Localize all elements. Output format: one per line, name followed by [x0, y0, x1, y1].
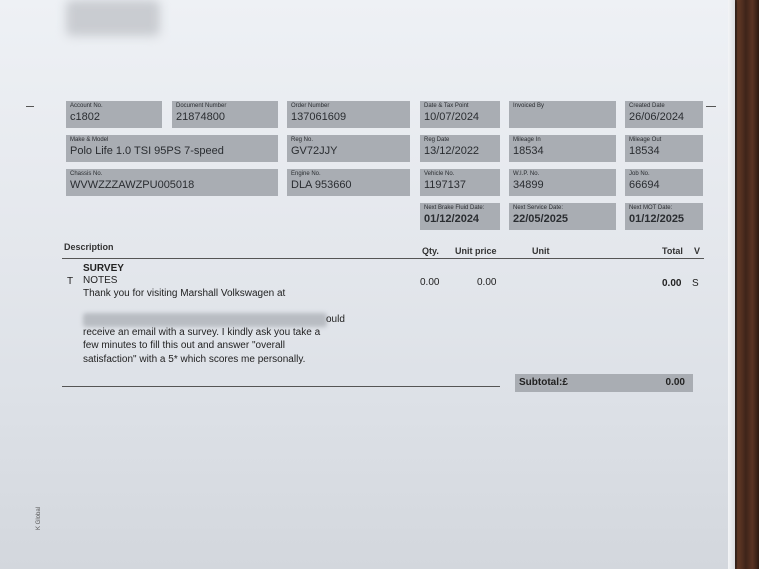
wooden-background	[737, 0, 759, 569]
items-bottom-rule	[62, 386, 500, 387]
field-label: Next MOT Date:	[629, 205, 673, 211]
field-value: 18534	[513, 145, 544, 157]
subtotal-label: Subtotal:£	[519, 377, 568, 388]
date-tax-point-field	[420, 101, 500, 128]
field-label: Mileage Out	[629, 137, 662, 143]
field-label: Make & Model	[70, 137, 109, 143]
field-label: Account No.	[70, 103, 103, 109]
field-value: 26/06/2024	[629, 111, 685, 123]
field-label: Chassis No.	[70, 171, 103, 177]
field-value: 13/12/2022	[424, 145, 480, 157]
field-value: DLA 953660	[291, 179, 352, 191]
line-subtitle: NOTES	[83, 275, 118, 286]
field-label: Job No.	[629, 171, 650, 177]
note-line: few minutes to fill this out and answer "overall	[83, 340, 285, 351]
field-label: Order Number	[291, 103, 330, 109]
field-value: 18534	[629, 145, 660, 157]
field-value: 1197137	[424, 179, 467, 191]
chassis-number-field	[66, 169, 278, 196]
note-line: Thank you for visiting Marshall Volkswagen at	[83, 288, 286, 299]
column-header-v: V	[694, 246, 701, 256]
line-qty: 0.00	[420, 277, 440, 288]
redacted-logo	[66, 0, 160, 36]
field-value: 01/12/2024	[424, 213, 480, 225]
field-label: Next Brake Fluid Date:	[424, 205, 485, 211]
field-label: Invoiced By	[513, 103, 545, 109]
side-footer-text: K Global	[36, 506, 42, 530]
next-service-date-field	[509, 203, 616, 230]
line-title: SURVEY	[83, 263, 124, 274]
job-number-field	[625, 169, 703, 196]
field-value: c1802	[70, 111, 100, 123]
next-mot-date-field	[625, 203, 703, 230]
field-label: Vehicle No.	[424, 171, 455, 177]
reg-number-field	[287, 135, 410, 162]
line-unit-price: 0.00	[477, 277, 497, 288]
field-label: Reg No.	[291, 137, 314, 143]
field-value: Polo Life 1.0 TSI 95PS 7-speed	[70, 145, 224, 157]
reg-date-field	[420, 135, 500, 162]
field-value: 01/12/2025	[629, 213, 685, 225]
field-label: Reg Date	[424, 137, 450, 143]
next-brake-fluid-date-field	[420, 203, 500, 230]
order-number-field	[287, 101, 410, 128]
line-vat-code: S	[692, 278, 699, 289]
document-number-field	[172, 101, 278, 128]
field-value: GV72JJY	[291, 145, 338, 157]
page-stack-edge	[728, 0, 735, 569]
note-line: receive an email with a survey. I kindly ask you take a	[83, 327, 321, 338]
field-value: WVWZZZAWZPU005018	[70, 179, 195, 191]
column-header-qty: Qty.	[422, 246, 439, 256]
column-header-unit: Unit	[532, 246, 550, 256]
fold-mark	[706, 106, 716, 107]
field-value: 34899	[513, 179, 544, 191]
field-label: Next Service Date:	[513, 205, 564, 211]
wip-number-field	[509, 169, 616, 196]
line-code: T	[67, 276, 74, 287]
field-label: Created Date	[629, 103, 665, 109]
mileage-out-field	[625, 135, 703, 162]
engine-number-field	[287, 169, 410, 196]
redacted-text	[83, 313, 327, 327]
line-total: 0.00	[662, 278, 682, 289]
field-value: 21874800	[176, 111, 225, 123]
note-line: satisfaction" with a 5* which scores me personally.	[83, 354, 306, 365]
field-label: Mileage In	[513, 137, 541, 143]
mileage-in-field	[509, 135, 616, 162]
column-header-unit-price: Unit price	[455, 246, 497, 256]
column-header-total: Total	[662, 246, 683, 256]
account-number-field	[66, 101, 162, 128]
field-value: 66694	[629, 179, 660, 191]
field-label: Date & Tax Point	[424, 103, 469, 109]
field-label: Document Number	[176, 103, 227, 109]
vehicle-number-field	[420, 169, 500, 196]
subtotal-value: 0.00	[665, 377, 685, 388]
field-value: 137061609	[291, 111, 347, 123]
invoiced-by-field	[509, 101, 616, 128]
field-value: 22/05/2025	[513, 213, 569, 225]
make-model-field	[66, 135, 278, 162]
note-line: ould	[326, 314, 345, 325]
created-date-field	[625, 101, 703, 128]
field-value: 10/07/2024	[424, 111, 480, 123]
field-label: W.I.P. No.	[513, 171, 540, 177]
subtotal-box	[515, 374, 693, 392]
field-label: Engine No.	[291, 171, 321, 177]
header-divider	[62, 258, 704, 259]
column-header-description: Description	[64, 242, 114, 252]
fold-mark	[26, 106, 34, 107]
